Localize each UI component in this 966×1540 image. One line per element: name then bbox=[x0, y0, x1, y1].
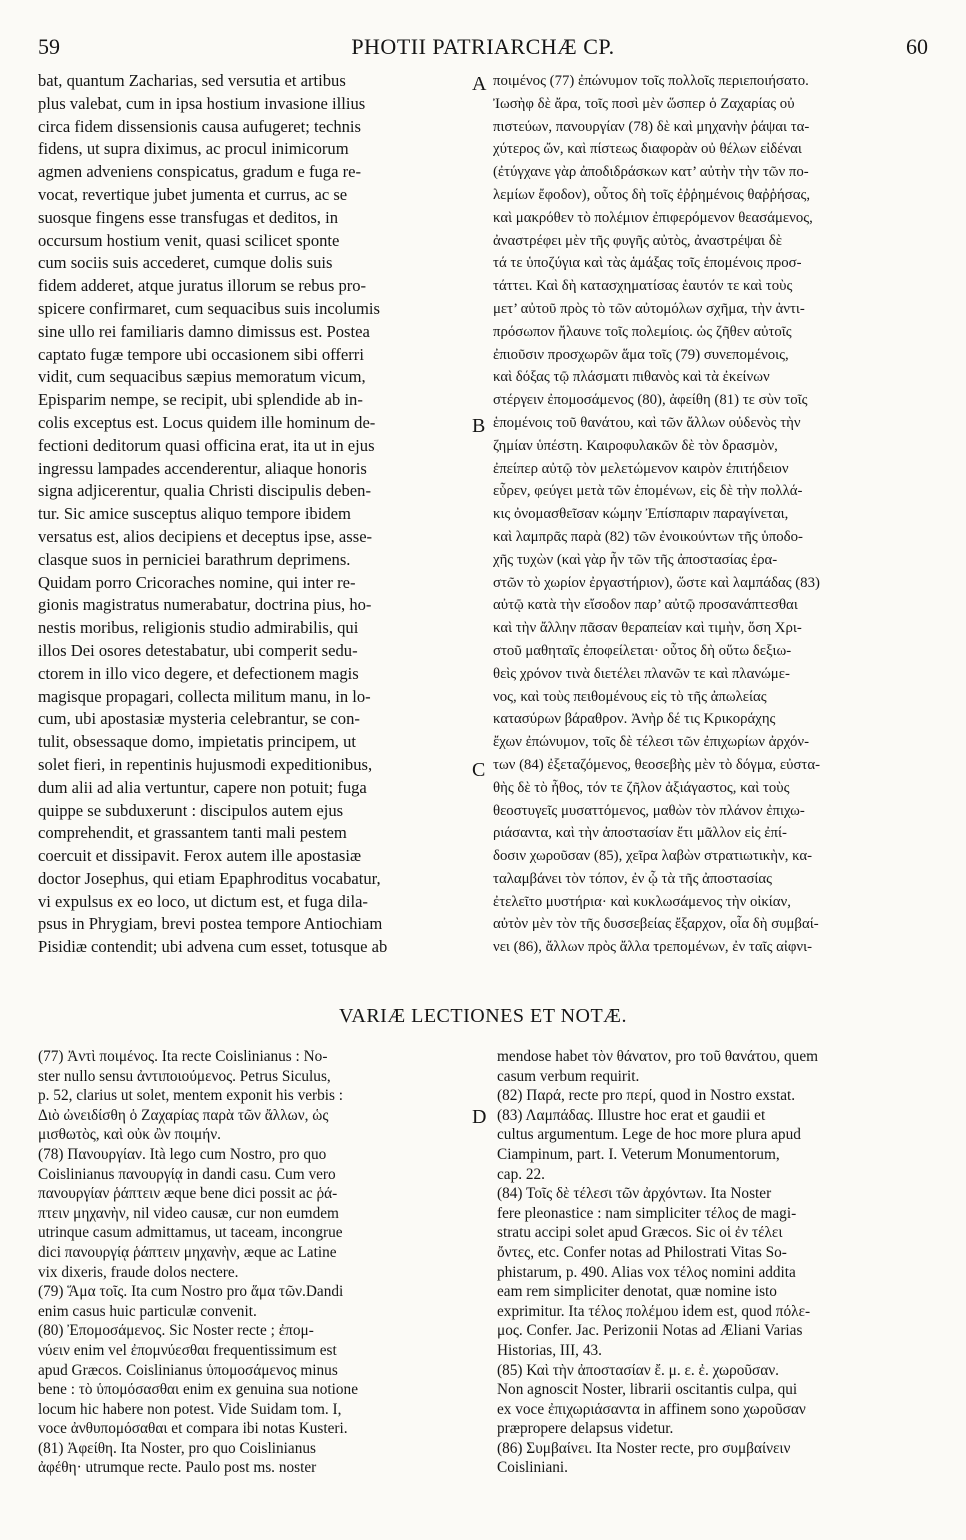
greek-text-line: θεοστυγεῖς μυσαττόμενος, μαθὼν τὸν πλάνον ἐπιχω- bbox=[493, 802, 805, 819]
latin-text-line: coercuit et dissipavit. Ferox autem ille apostasiæ bbox=[38, 846, 362, 866]
latin-text-line: quippe se subduxerunt : discipulos autem ejus bbox=[38, 800, 344, 820]
note-line: (77) Ἀντὶ ποιμένος. Ita recte Coislinianus : No- bbox=[38, 1048, 328, 1065]
note-line: Coisliniani. bbox=[497, 1459, 568, 1477]
greek-text-line: ἐτελεῖτο μυστήρια· καὶ κυκλωσάμενος τὴν οἰκίαν, bbox=[493, 893, 791, 910]
greek-text-line: πρόσωπον ἤλαυνε τοῖς πολεμίοις. ὡς ζῆθεν αὐτοῖς bbox=[493, 323, 792, 340]
latin-text-line: fidem adderet, atque juratus illorum se rebus pro- bbox=[38, 276, 367, 296]
note-line: enim casus huic particulæ convenit. bbox=[38, 1302, 257, 1320]
greek-text-line: ταλαμβάνει τὸν τόπον, ἐν ᾧ τὰ τῆς ἀποστασίας bbox=[493, 870, 773, 887]
latin-text-line: vi expulsus ex eo loco, ut dictum est, et fuga dila- bbox=[38, 891, 368, 911]
greek-text-line: ποιμένος (77) ἐπώνυμον τοῖς πολλοῖς περιεποιήσατο. bbox=[493, 73, 809, 89]
greek-text-line: στέργειν ἐπομοσάμενος (80), ἀφείθη (81) τε σὺν τοῖς bbox=[493, 392, 808, 409]
note-line: stratu accipi solet apud Græcos. Sic οἱ ἐν τέλει bbox=[497, 1224, 783, 1242]
note-line: exprimitur. Ita τέλος πολέμου idem est, quod πόλε- bbox=[497, 1302, 811, 1320]
latin-text-line: vocat, revertique jubet jumenta et currus, ac se bbox=[38, 184, 348, 204]
greek-text-line: ἔχων ἐπώνυμον, τοῖς δὲ τέλεσι τῶν ἐπιχωρίων ἀρχόν- bbox=[493, 734, 810, 751]
latin-text-line: Quidam porro Cricoraches nomine, qui inter re- bbox=[38, 572, 356, 592]
latin-text-line: tur. Sic amice susceptus aliquo tempore ibidem bbox=[38, 504, 351, 524]
greek-text-line: μετ’ αὐτοῦ πρὸς τὸ τῶν αὐτομόλων σχῆμα, τὴν ἀντι- bbox=[493, 300, 805, 317]
greek-text-line: θεὶς χρόνον τινὰ διετέλει πλανῶν τε καὶ πλανώμε- bbox=[493, 665, 790, 682]
latin-text-line: suosque fingens esse transfugas et deditos, in bbox=[38, 207, 339, 227]
greek-text-line: καὶ μακρόθεν τὸ πολέμιον ἐπιφερόμενον θεασάμενος, bbox=[493, 209, 813, 226]
greek-text-line: στῶν τὸ χωρίον ἐργαστήριον), ὥστε καὶ λαμπάδας (83) bbox=[493, 574, 820, 591]
latin-text-line: signa adjicerentur, qualia Christi discipulis deben- bbox=[38, 481, 371, 501]
latin-text-line: dum alii ad alia vertuntur, capere non potuit; fuga bbox=[38, 777, 367, 797]
greek-text-line: λεμίων ἔφοδον), οὗτος δὴ τοῖς ἐῤῥημένοις θαῤῥήσας, bbox=[493, 186, 811, 203]
greek-text-column bbox=[493, 70, 928, 959]
greek-text-line: ἀναστρέφει μὲν τῆς φυγῆς αὐτὸς, ἀναστρέψαι δὲ bbox=[493, 232, 782, 249]
greek-text-line: των (84) ἐξεταζόμενος, θεοσεβὴς μὲν τὸ δόγμα, εὐστα- bbox=[493, 756, 821, 773]
latin-text-line: fectioni deditorum quasi officina erat, ita ut in ejus bbox=[38, 435, 375, 455]
note-line: μισθωτὸς, καὶ οὐκ ὢν ποιμήν. bbox=[38, 1126, 221, 1144]
note-line: cultus argumentum. Lege de hoc more plura apud bbox=[497, 1126, 801, 1144]
note-line: locum hic habere non potest. Vide Suidam tom. I, bbox=[38, 1400, 342, 1418]
latin-text-line: spicere confirmaret, cum sequacibus suis incolumis bbox=[38, 298, 380, 318]
greek-text-line: αὐτὸν μὲν τὸν τῆς δυσσεβείας ἔξαρχον, οἷα δὴ συμβαί- bbox=[493, 916, 819, 933]
latin-text-line: sine ullo rei familiaris damno dimissus est. Postea bbox=[38, 321, 370, 341]
greek-text-line: ἐπιοῦσιν προσχωρῶν ἅμα τοῖς (79) συνεπομένοις, bbox=[493, 346, 789, 363]
latin-text-line: cum, ubi apostasiæ mysteria celebrantur, se con- bbox=[38, 709, 360, 729]
running-title: PHOTII PATRIARCHÆ CP. bbox=[351, 34, 615, 59]
note-line: ster nullo sensu ἀντιποιούμενος. Petrus Siculus, bbox=[38, 1067, 331, 1085]
note-line: cap. 22. bbox=[497, 1165, 545, 1183]
note-line: ex voce ἐπιχωριάσαντα in affinem sono χωροῦσαν bbox=[497, 1400, 806, 1418]
note-line: (83) Λαμπάδας. Illustre hoc erat et gaudii et bbox=[497, 1106, 766, 1124]
greek-text-line: ἐπείπερ αὐτῷ τὸν μελετώμενον καιρὸν ἐπιτήδειον bbox=[493, 460, 789, 477]
note-line: νύειν enim vel ἐπομνύεσθαι frequentissimum est bbox=[38, 1341, 337, 1359]
note-line: dici πανουργίᾳ ῥάπτειν μηχανὴν, æque ac Latine bbox=[38, 1243, 337, 1261]
latin-text-line: occursum hostium venit, quasi scilicet sponte bbox=[38, 230, 340, 250]
greek-text-line: (ἐτύγχανε γὰρ ἀποδιδράσκων κατ’ αὐτὴν τὴν τῶν πο- bbox=[493, 164, 809, 181]
note-line: Coislinianus πανουργίᾳ in dandi casu. Cum vero bbox=[38, 1165, 336, 1183]
note-line: bene : τὸ ὑπομόσασθαι enim ex genuina sua notione bbox=[38, 1381, 358, 1399]
page-number-right: 60 bbox=[906, 34, 928, 59]
note-line: (80) Ἐπομοσάμενος. Sic Noster recte ; ἐπομ- bbox=[38, 1322, 314, 1340]
note-line: phistarum, p. 490. Alias vox τέλος nomini addita bbox=[497, 1263, 796, 1281]
greek-text-line: καὶ τὴν ἄλλην πᾶσαν θεραπείαν καὶ τιμὴν, ὅση Χρι- bbox=[493, 620, 802, 637]
greek-text-line: νει (86), ἄλλων πρὸς ἄλλα τρεπομένων, ἐν ταῖς αἰφνι- bbox=[493, 939, 813, 956]
note-line: casum verbum requirit. bbox=[497, 1067, 640, 1085]
note-line: πτειν μηχανὴν, nil video causæ, cur non eumdem bbox=[38, 1204, 339, 1222]
note-line: Non agnoscit Noster, librarii oscitantis culpa, qui bbox=[497, 1381, 798, 1399]
greek-text-line: νος, καὶ τοὺς πειθομένους εἰς τὸ τῆς ἀπωλείας bbox=[493, 688, 767, 705]
greek-text-line: εὗρεν, φεύγει μετὰ τῶν ἑπομένων, εἰς δὲ τὴν πολλά- bbox=[493, 483, 803, 500]
greek-text-line: θὴς δὲ τὸ ἦθος, τόν τε ζῆλον ἀξιάγαστος, καὶ τοὺς bbox=[493, 779, 790, 796]
note-line: p. 52, clarius ut solet, mentem exponit his verbis : bbox=[38, 1087, 344, 1105]
latin-text-line: ctorem in illo vico degere, et defectionem magis bbox=[38, 663, 359, 683]
latin-text-line: comprehendit, et grassantem tanti mali pestem bbox=[38, 823, 347, 843]
margin-marker-d: D bbox=[472, 1106, 487, 1128]
margin-marker-b: B bbox=[472, 415, 486, 437]
latin-text-line: agmen adveniens conspicatus, gradum e fuga re- bbox=[38, 162, 361, 182]
greek-text-line: δοσιν χωροῦσαν (85), χεῖρα λαβὼν στρατιωτικὴν, κα- bbox=[493, 848, 813, 865]
greek-text-line: πιστεύων, πανουργίαν (78) δὲ καὶ μηχανὴν ῥάψαι τα- bbox=[493, 118, 810, 135]
note-line: fere pleonastice : nam simpliciter τέλος de magi- bbox=[497, 1204, 797, 1222]
latin-text-line: fidens, ut supra diximus, ac procul inimicorum bbox=[38, 139, 349, 159]
note-line: eam rem simpliciter denotat, quæ nomine isto bbox=[497, 1283, 777, 1301]
margin-marker-c: C bbox=[472, 759, 486, 781]
note-line: μος. Confer. Jac. Perizonii Notas ad Æliani Varias bbox=[497, 1322, 803, 1340]
note-line: (85) Καὶ τὴν ἀποστασίαν ἔ. μ. ε. ἐ. χωροῦσαν. bbox=[497, 1361, 779, 1379]
greek-text-line: κατασύρων βάραθρον. Ἀνὴρ δέ τις Κρικοράχης bbox=[493, 711, 776, 728]
notes-section-title: VARIÆ LECTIONES ET NOTÆ. bbox=[339, 1005, 627, 1027]
latin-text-line: doctor Josephus, qui etiam Epaphroditus vocabatur, bbox=[38, 868, 381, 888]
latin-text-line: illos Dei osores detestabatur, ubi comperit sedu- bbox=[38, 640, 358, 660]
latin-text-line: clasque suos in perniciei barathrum deprimens. bbox=[38, 549, 351, 569]
latin-text-line: tulit, obsessaque domo, impietatis principem, ut bbox=[38, 732, 357, 752]
greek-text-line: χύτερος ὤν, καὶ πίστεως διαφορὰν οὐ θέλων εἰδέναι bbox=[493, 141, 802, 158]
latin-text-line: magisque propagari, collecta militum manu, in lo- bbox=[38, 686, 371, 706]
greek-text-line: ζημίαν ὑπέστη. Καιροφυλακῶν δὲ τὸν δρασμὸν, bbox=[493, 437, 778, 454]
latin-text-column bbox=[38, 70, 470, 959]
note-line: voce ἀνθυπομόσαθαι et compara ibi notas Kusteri. bbox=[38, 1420, 348, 1438]
latin-text-line: Pisidiæ contendit; ubi advena cum esset, totusque ab bbox=[38, 937, 388, 957]
greek-text-line: ἑπομένοις τοῦ θανάτου, καὶ τῶν ἄλλων οὐδενὸς τὴν bbox=[493, 414, 801, 431]
page-header bbox=[38, 34, 928, 64]
note-line: (86) Συμβαίνει. Ita Noster recte, pro συμβαίνειν bbox=[497, 1439, 791, 1457]
greek-text-line: στοῦ μαθηταῖς ἐποφείλεται· οὗτος δὴ οὕτω δεξιω- bbox=[493, 642, 792, 659]
greek-text-line: χῆς τυχὼν (καὶ γὰρ ἦν τῶν τῆς ἀποστασίας ἐρα- bbox=[493, 551, 778, 568]
note-line: (84) Τοῖς δὲ τέλεσι τῶν ἀρχόντων. Ita Noster bbox=[497, 1185, 772, 1203]
latin-text-line: ingressu lampades accenderentur, aliaque honoris bbox=[38, 458, 367, 478]
page-number-left: 59 bbox=[38, 34, 60, 59]
note-line: (81) Ἀφείθη. Ita Noster, pro quo Coislinianus bbox=[38, 1439, 316, 1457]
greek-text-line: Ἰωσὴφ δὲ ἄρα, τοῖς ποσὶ μὲν ὥσπερ ὁ Ζαχαρίας οὐ bbox=[493, 95, 795, 112]
note-line: ἀφέθη· utrumque recte. Paulo post ms. noster bbox=[38, 1459, 317, 1477]
note-line: πανουργίαν ῥάπτειν æque bene dici possit ac ῥά- bbox=[38, 1185, 338, 1203]
latin-text-line: nestis moribus, religionis studio admirabilis, qui bbox=[38, 618, 359, 638]
latin-text-line: colis exceptus est. Locus quidem ille hominum de- bbox=[38, 412, 376, 432]
note-line: (78) Πανουργίαν. Ità lego cum Nostro, pro quo bbox=[38, 1145, 327, 1163]
latin-text-line: gionis magistratus numerabatur, doctrina pius, ho- bbox=[38, 595, 372, 615]
notes-column-left bbox=[38, 1047, 470, 1478]
note-line: Διὸ ὠνειδίσθη ὁ Ζαχαρίας παρὰ τῶν ἄλλων, ὡς bbox=[38, 1106, 329, 1124]
greek-text-line: τάττει. Καὶ δὴ κατασχηματίσας ἑαυτόν τε καὶ τοὺς bbox=[493, 278, 793, 295]
greek-text-line: κις ὀνομασθεῖσαν κώμην Ἐπίσπαριν παραγίνεται, bbox=[493, 506, 789, 523]
greek-text-line: αὐτῷ κατὰ τὴν εἴσοδον παρ’ αὐτῷ προσανάπτεσθαι bbox=[493, 597, 798, 614]
note-line: Historias, III, 43. bbox=[497, 1341, 602, 1359]
latin-text-line: captato fugæ tempore ubi occasionem sibi offerri bbox=[38, 344, 364, 364]
greek-text-line: καὶ δόξας τῷ πλάσματι πιθανὸς καὶ τὰ ἐκείνων bbox=[493, 369, 770, 386]
note-line: (79) Ἅμα τοῖς. Ita cum Nostro pro ἅμα τῶν.Dandi bbox=[38, 1283, 344, 1301]
latin-text-line: Episparim nempe, se recipit, ubi splendide ab in- bbox=[38, 390, 363, 410]
note-line: vix dixeris, fraude dolos nectere. bbox=[38, 1263, 239, 1281]
note-line: apud Græcos. Coislinianus ὑπομοσάμενος minus bbox=[38, 1361, 338, 1379]
latin-text-line: cum sociis suis accederet, cumque dolis suis bbox=[38, 253, 333, 273]
latin-text-line: vidit, cum sequacibus sæpius memoratum vicum, bbox=[38, 367, 366, 387]
note-line: (82) Παρά, recte pro περί, quod in Nostro exstat. bbox=[497, 1087, 796, 1105]
latin-text-line: bat, quantum Zacharias, sed versutia et artibus bbox=[38, 71, 346, 90]
latin-text-line: circa fidem dissensionis causa aufugeret; technis bbox=[38, 116, 362, 136]
note-line: ὄντες, etc. Confer notas ad Philostrati Vitas So- bbox=[497, 1243, 787, 1261]
latin-text-line: solet fieri, in repentinis hujusmodi expeditionibus, bbox=[38, 754, 373, 774]
greek-text-line: καὶ λαμπρᾶς παρὰ (82) τῶν ἐνοικούντων τῆς ὑποδο- bbox=[493, 528, 803, 545]
latin-text-line: psus in Phrygiam, brevi postea tempore Antiochiam bbox=[38, 914, 383, 934]
latin-text-line: versatus est, alios decipiens et deceptus ipse, asse- bbox=[38, 526, 373, 546]
greek-text-line: ριάσαντα, καὶ τὴν ἀποστασίαν ἔτι μᾶλλον εἰς ἐπί- bbox=[493, 825, 787, 842]
note-line: præpropere delapsus videtur. bbox=[497, 1420, 674, 1438]
latin-text-line: plus valebat, cum in ipsa hostium invasione illius bbox=[38, 93, 366, 113]
greek-text-line: τά τε ὑποζύγια καὶ τὰς ἁμάξας τοῖς ἑπομένοις προσ- bbox=[493, 255, 802, 272]
note-line: utrinque casum admittamus, ut taceam, incongrue bbox=[38, 1224, 343, 1242]
note-line: Ciampinum, part. I. Veterum Monumentorum, bbox=[497, 1145, 780, 1163]
notes-column-right bbox=[497, 1047, 929, 1478]
margin-marker-a: A bbox=[472, 73, 487, 95]
note-line: mendose habet τὸν θάνατον, pro τοῦ θανάτου, quem bbox=[497, 1048, 819, 1065]
